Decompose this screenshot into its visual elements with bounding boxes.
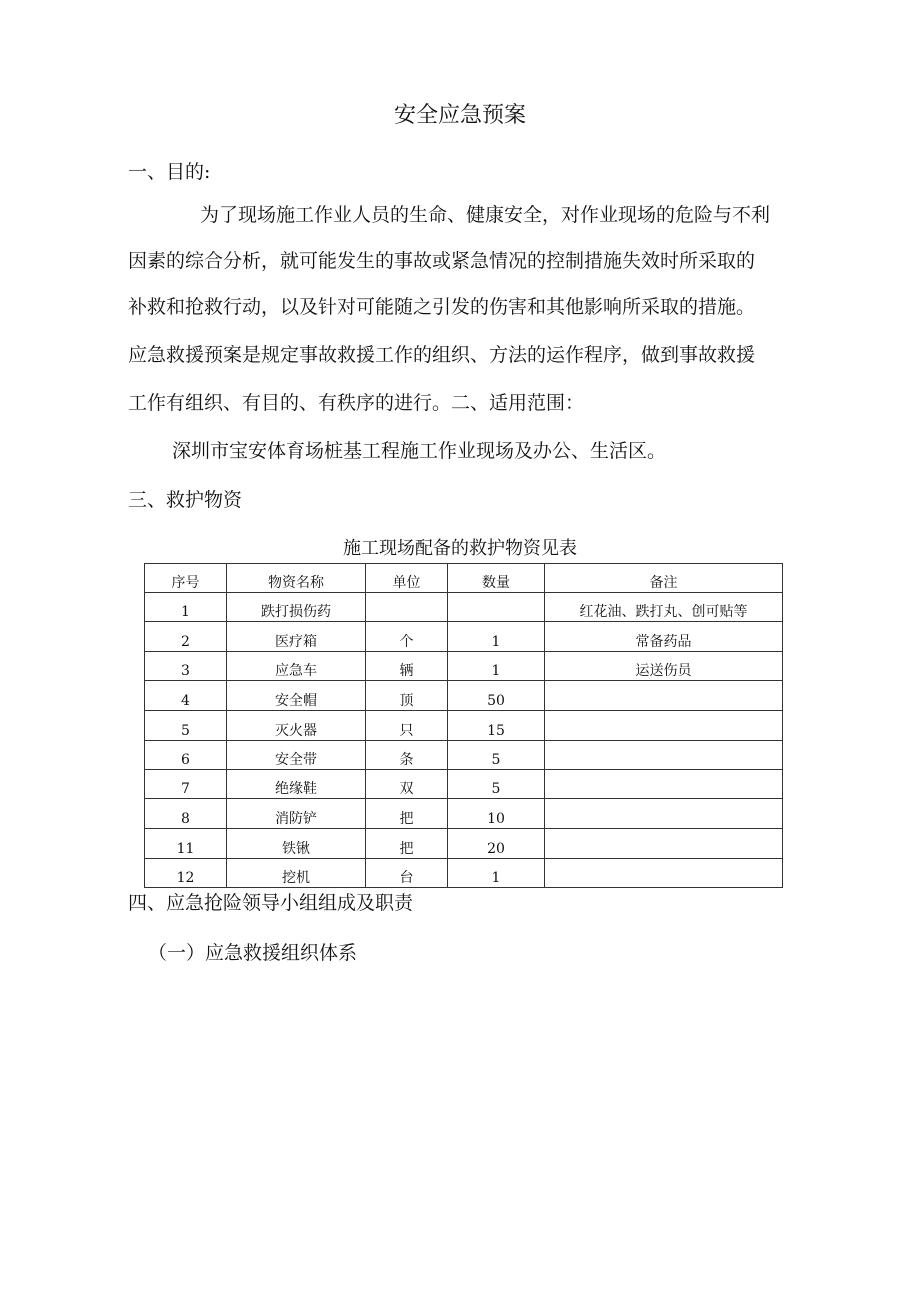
cell-name: 跌打损伤药 bbox=[227, 593, 366, 622]
table-row bbox=[145, 711, 783, 741]
cell-note: 运送伤员 bbox=[545, 652, 783, 681]
cell-no: 6 bbox=[145, 741, 227, 770]
header-name: 物资名称 bbox=[227, 564, 366, 593]
cell-qty: 5 bbox=[448, 741, 545, 770]
cell-no: 11 bbox=[145, 829, 227, 859]
cell-no: 4 bbox=[145, 681, 227, 711]
table-row bbox=[145, 652, 783, 681]
purpose-line-5: 工作有组织、有目的、有秩序的进行。二、适用范围： bbox=[128, 392, 585, 414]
cell-name: 消防铲 bbox=[227, 799, 366, 829]
table-row bbox=[145, 859, 783, 888]
table-row bbox=[145, 681, 783, 711]
cell-name: 安全帽 bbox=[227, 681, 366, 711]
cell-name: 灭火器 bbox=[227, 711, 366, 741]
header-qty: 数量 bbox=[448, 564, 545, 593]
section-supplies-heading: 三、救护物资 bbox=[128, 489, 243, 511]
cell-qty: 10 bbox=[448, 799, 545, 829]
header-no: 序号 bbox=[145, 564, 227, 593]
cell-no: 3 bbox=[145, 652, 227, 681]
supplies-table bbox=[144, 563, 783, 888]
table-row bbox=[145, 770, 783, 799]
cell-note bbox=[545, 799, 783, 829]
section-leadership-heading: 四、应急抢险领导小组组成及职责 bbox=[128, 892, 414, 914]
purpose-line-1: 为了现场施工作业人员的生命、健康安全，对作业现场的危险与不利 bbox=[200, 204, 771, 226]
cell-note bbox=[545, 681, 783, 711]
cell-qty: 20 bbox=[448, 829, 545, 859]
cell-unit: 把 bbox=[366, 829, 448, 859]
cell-no: 2 bbox=[145, 622, 227, 652]
document-title: 安全应急预案 bbox=[393, 103, 526, 128]
cell-note bbox=[545, 770, 783, 799]
cell-name: 铁锹 bbox=[227, 829, 366, 859]
cell-unit: 条 bbox=[366, 741, 448, 770]
cell-name: 安全带 bbox=[227, 741, 366, 770]
cell-name: 医疗箱 bbox=[227, 622, 366, 652]
section-purpose-heading: 一、目的: bbox=[128, 161, 211, 183]
cell-qty bbox=[448, 593, 545, 622]
cell-unit: 只 bbox=[366, 711, 448, 741]
purpose-line-2: 因素的综合分析，就可能发生的事故或紧急情况的控制措施失效时所采取的 bbox=[128, 250, 756, 272]
cell-qty: 1 bbox=[448, 859, 545, 888]
cell-note bbox=[545, 859, 783, 888]
table-caption: 施工现场配备的救护物资见表 bbox=[343, 538, 577, 559]
cell-note bbox=[545, 829, 783, 859]
cell-note: 红花油、跌打丸、创可贴等 bbox=[545, 593, 783, 622]
subsection-heading: （一）应急救援组织体系 bbox=[148, 942, 358, 964]
table-row bbox=[145, 829, 783, 859]
cell-unit: 辆 bbox=[366, 652, 448, 681]
cell-unit: 台 bbox=[366, 859, 448, 888]
cell-name: 应急车 bbox=[227, 652, 366, 681]
cell-no: 12 bbox=[145, 859, 227, 888]
cell-unit bbox=[366, 593, 448, 622]
cell-no: 7 bbox=[145, 770, 227, 799]
cell-qty: 50 bbox=[448, 681, 545, 711]
purpose-line-4: 应急救援预案是规定事故救援工作的组织、方法的运作程序，做到事故救援 bbox=[128, 344, 756, 366]
table-row bbox=[145, 622, 783, 652]
cell-unit: 把 bbox=[366, 799, 448, 829]
header-note: 备注 bbox=[545, 564, 783, 593]
table-row bbox=[145, 799, 783, 829]
cell-unit: 双 bbox=[366, 770, 448, 799]
cell-unit: 顶 bbox=[366, 681, 448, 711]
table-header-row bbox=[145, 564, 783, 593]
cell-name: 绝缘鞋 bbox=[227, 770, 366, 799]
cell-no: 5 bbox=[145, 711, 227, 741]
purpose-line-3: 补救和抢救行动，以及针对可能随之引发的伤害和其他影响所采取的措施。 bbox=[128, 296, 756, 318]
cell-qty: 15 bbox=[448, 711, 545, 741]
table-row bbox=[145, 593, 783, 622]
cell-no: 8 bbox=[145, 799, 227, 829]
cell-note bbox=[545, 711, 783, 741]
scope-text: 深圳市宝安体育场桩基工程施工作业现场及办公、生活区。 bbox=[172, 440, 667, 462]
cell-name: 挖机 bbox=[227, 859, 366, 888]
header-unit: 单位 bbox=[366, 564, 448, 593]
cell-qty: 5 bbox=[448, 770, 545, 799]
cell-no: 1 bbox=[145, 593, 227, 622]
cell-qty: 1 bbox=[448, 652, 545, 681]
cell-note bbox=[545, 741, 783, 770]
table-row bbox=[145, 741, 783, 770]
cell-qty: 1 bbox=[448, 622, 545, 652]
cell-unit: 个 bbox=[366, 622, 448, 652]
cell-note: 常备药品 bbox=[545, 622, 783, 652]
